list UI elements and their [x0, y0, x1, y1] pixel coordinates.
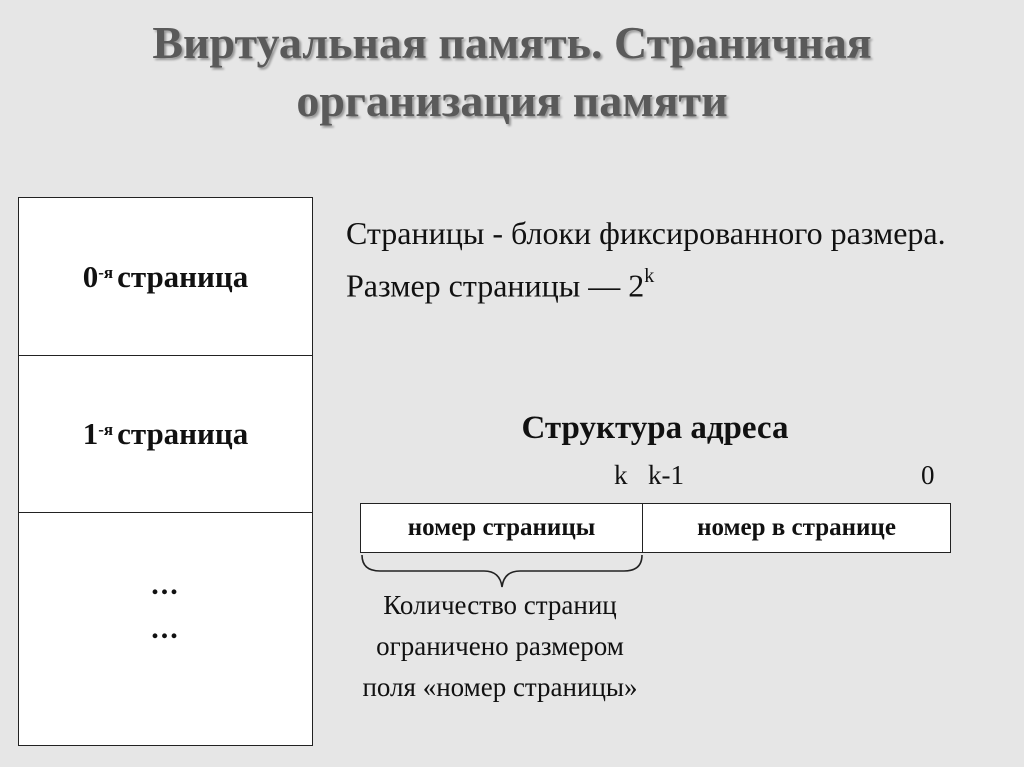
- page-size-exponent: k: [644, 265, 655, 287]
- page-1-suffix: -я: [98, 420, 114, 439]
- note-line-3: поля «номер страницы»: [362, 672, 638, 702]
- note-line-2: ограничено размером: [376, 631, 624, 661]
- note-line-1: Количество страниц: [383, 590, 617, 620]
- address-layout: [360, 503, 951, 553]
- memory-more-pages: [19, 513, 312, 745]
- page-description: [346, 210, 986, 309]
- bit-label-0: 0: [921, 460, 935, 490]
- page-1-label: страница: [117, 416, 249, 451]
- curly-brace: [360, 553, 644, 589]
- page-0-label: страница: [117, 258, 249, 294]
- page-0-number: 0: [82, 258, 99, 294]
- page-count-note: [310, 585, 690, 708]
- slide-title: [0, 14, 1024, 130]
- address-structure-heading: Структура адреса: [521, 410, 789, 446]
- ellipsis-1: ...: [151, 568, 180, 601]
- slide-title-line-1: Виртуальная память. Страничная: [152, 17, 872, 68]
- memory-diagram: [18, 197, 313, 746]
- bit-label-k: k: [614, 460, 628, 490]
- memory-page-0: [19, 198, 312, 356]
- bit-label-k-minus-1: k-1: [648, 460, 684, 490]
- ellipsis-2: ...: [151, 612, 180, 645]
- page-1-number: 1: [82, 416, 99, 451]
- page-number-field: номер страницы: [361, 504, 643, 552]
- slide-title-line-2: организация памяти: [296, 75, 728, 126]
- page-description-text: Страницы - блоки фиксированного размера. Размер страницы — 2: [346, 215, 946, 304]
- page-0-suffix: -я: [98, 262, 114, 282]
- memory-page-1: [19, 356, 312, 513]
- offset-field: номер в странице: [697, 514, 896, 541]
